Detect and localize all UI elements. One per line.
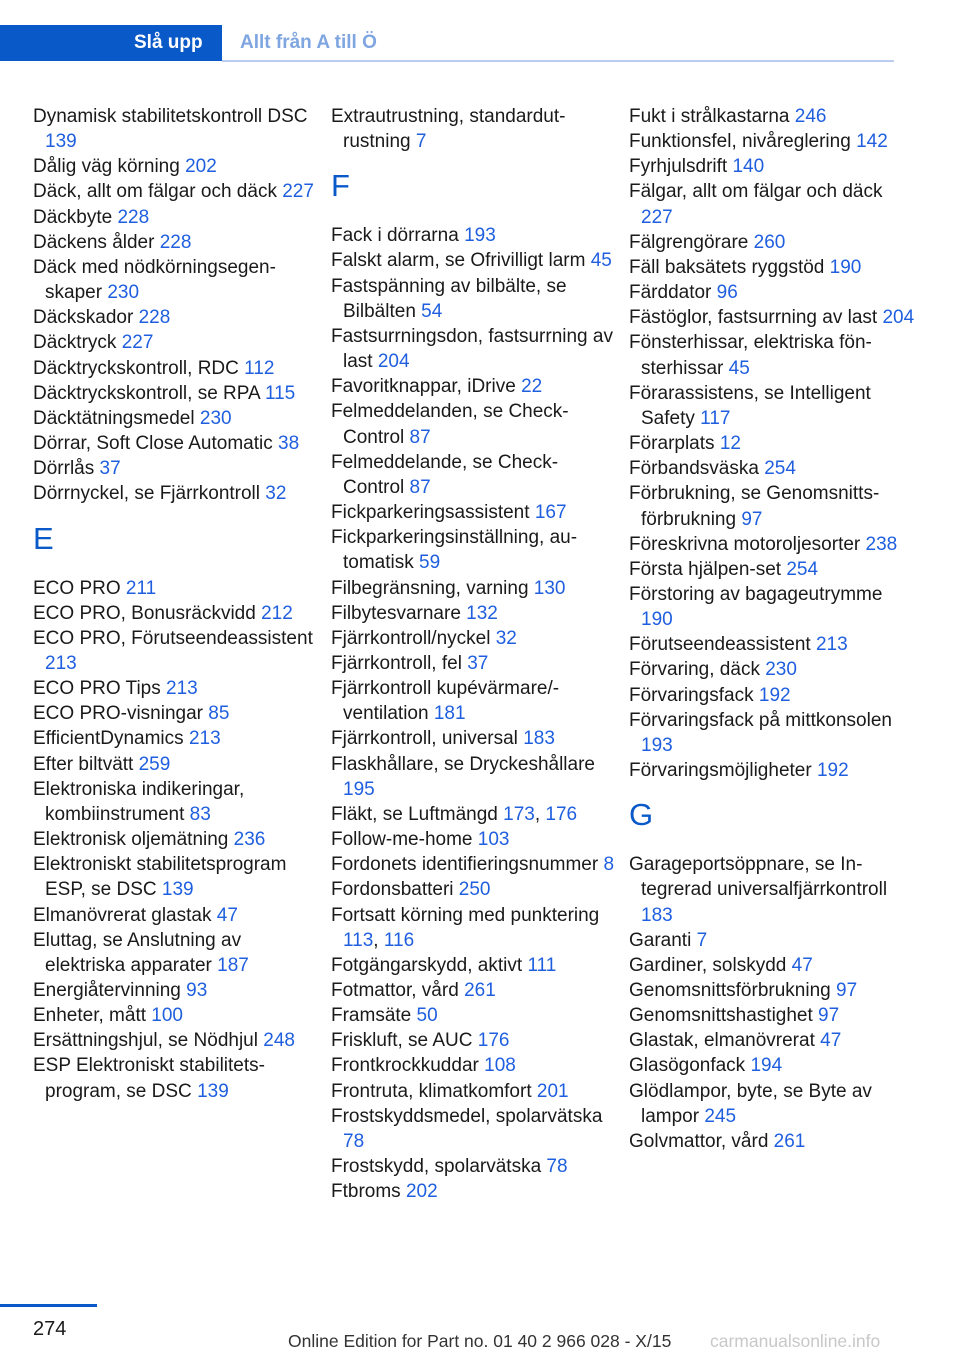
index-entry (33, 205, 318, 230)
page-link[interactable]: 238 (865, 533, 898, 555)
index-entry (331, 651, 616, 676)
index-entry-text: Gardiner, solskydd (629, 954, 787, 976)
page-link[interactable]: 176 (477, 1030, 510, 1052)
page-link[interactable]: 45 (728, 357, 750, 379)
index-entry-text: Fordonets identifieringsnummer (331, 854, 599, 876)
page-link[interactable]: 250 (458, 879, 491, 901)
page-link[interactable]: 37 (99, 458, 121, 480)
index-entry-text: Funktionsfel, nivåreglering (629, 131, 851, 153)
page-link[interactable]: 254 (786, 558, 819, 580)
page-link[interactable]: 227 (282, 181, 314, 203)
page-link[interactable]: 78 (546, 1156, 568, 1178)
page-link[interactable]: 117 (700, 407, 731, 429)
index-entry-text: Garageportsöppnare, se Integrerad universalfjärrkontroll (629, 854, 888, 901)
index-entry (33, 777, 318, 827)
index-entry-text: Framsäte (331, 1005, 412, 1027)
index-entry (331, 1003, 616, 1028)
page-link[interactable]: 261 (464, 980, 496, 1001)
page-link[interactable]: 59 (419, 552, 441, 574)
page-number: 274 (33, 1318, 67, 1340)
index-entry-text: Genomsnittshastighet (629, 1005, 813, 1027)
page-link[interactable]: 212 (261, 602, 293, 624)
page-link[interactable]: 132 (466, 602, 498, 624)
page-link[interactable]: 139 (45, 131, 77, 153)
index-entry (629, 1003, 919, 1028)
index-entry (331, 726, 616, 751)
index-entry-text: Frostskydd, spolarvätska (331, 1156, 542, 1178)
page-link[interactable]: 201 (536, 1080, 569, 1102)
index-entry-text: Fotgängarskydd, aktivt (331, 954, 523, 976)
index-entry (629, 330, 919, 380)
page-link[interactable]: 47 (791, 954, 813, 976)
page-link[interactable]: 87 (409, 476, 431, 498)
page-link[interactable]: 204 (377, 351, 410, 373)
page-link[interactable]: 213 (45, 652, 77, 674)
index-entry (331, 752, 616, 802)
page-link[interactable]: 47 (216, 904, 238, 926)
page-link[interactable]: 112 (244, 357, 275, 379)
index-entry-text: Däckens ålder (33, 231, 155, 253)
index-entry-text: Friskluft, se AUC (331, 1030, 473, 1052)
index-entry (629, 179, 919, 229)
index-entry (33, 601, 318, 626)
page-link[interactable]: 130 (533, 577, 566, 599)
index-entry-text: ESP Elektroniskt stabilitetsprogram, se DSC (33, 1055, 265, 1102)
index-entry-text: ECO PRO (33, 577, 121, 599)
page-link[interactable]: 167 (534, 502, 567, 524)
index-entry-text: Efter biltvätt (33, 753, 134, 775)
page-link[interactable]: 248 (263, 1030, 295, 1052)
page-link[interactable]: 211 (125, 577, 157, 599)
index-entry-text: ECO PRO, Förutseendeassistent (33, 627, 313, 649)
index-entry-text: ECO PRO Tips (33, 678, 161, 700)
page-link[interactable]: 230 (199, 407, 232, 429)
footer-accent-line (0, 1304, 97, 1307)
page-link[interactable]: 204 (882, 307, 915, 329)
page-link[interactable]: 194 (750, 1055, 783, 1077)
index-entry-text: ECO PRO-visningar (33, 703, 203, 725)
index-entry-text: Follow-me-home (331, 829, 473, 851)
index-entry-text: Elmanövrerat glastak (33, 904, 212, 926)
index-entry (629, 1028, 919, 1053)
index-entry (33, 576, 318, 601)
index-entry (33, 356, 318, 381)
index-entry (33, 381, 318, 406)
index-entry-text: Felmeddelande, se Check-Control (331, 451, 559, 498)
index-entry-text: Förutseendeassistent (629, 634, 811, 656)
index-entry (33, 752, 318, 777)
index-entry-text: Glödlampor, byte, se Byte av lampor (629, 1080, 872, 1127)
index-column-2 (331, 104, 616, 1204)
index-entry (33, 676, 318, 701)
index-entry (629, 280, 919, 305)
page-link[interactable]: 50 (416, 1005, 438, 1027)
index-entry-text: Förvaringsfack på mittkonsolen (629, 709, 892, 731)
index-entry (331, 827, 616, 852)
page-link[interactable]: 190 (829, 256, 862, 278)
index-entry-text: Fastsurrningsdon, fastsurrning av last (331, 325, 613, 373)
page-link[interactable]: 202 (405, 1181, 438, 1203)
page-link[interactable]: 83 (189, 803, 211, 825)
index-entry-text: Fönsterhissar, elektriska fönsterhissar (629, 332, 872, 379)
page-link[interactable]: 54 (421, 300, 443, 322)
index-entry-text: Fickparkeringsinställning, automatisk (331, 527, 578, 574)
index-entry-text: Fjärrkontroll kupévärmare/-ventilation (331, 678, 560, 725)
index-entry-text: Dörrnyckel, se Fjärrkontroll (33, 483, 260, 505)
index-entry (33, 154, 318, 179)
index-entry (331, 978, 616, 1003)
index-entry-text: Ersättningshjul, se Nödhjul (33, 1030, 258, 1052)
index-entry-text: Ftbroms (331, 1181, 401, 1203)
index-entry (33, 827, 318, 852)
page-link[interactable]: 254 (764, 458, 796, 480)
index-entry-text: Föreskrivna motoroljesorter (629, 533, 861, 555)
index-entry (331, 248, 616, 273)
page-link[interactable]: 230 (765, 659, 797, 681)
index-entry-text: Förarassistens, se Intelligent Safety (629, 382, 871, 429)
page-link[interactable]: 103 (477, 829, 510, 851)
index-entry (33, 726, 318, 751)
index-entry (331, 1028, 616, 1053)
index-entry (33, 626, 318, 676)
index-entry (629, 456, 919, 481)
page-link[interactable]: 115 (264, 382, 296, 404)
page-link[interactable]: 230 (107, 282, 140, 304)
page-link[interactable]: 259 (138, 753, 171, 775)
page-link[interactable]: 202 (185, 156, 217, 178)
page-link[interactable]: 176 (545, 803, 578, 825)
index-entry (33, 701, 318, 726)
index-entry (33, 179, 318, 204)
index-entry-text: Felmeddelanden, se Check-Control (331, 401, 569, 448)
index-entry (331, 953, 616, 978)
index-entry-text: Enheter, mått (33, 1005, 147, 1027)
index-entry (331, 525, 616, 575)
index-entry (33, 255, 318, 305)
index-entry (629, 154, 919, 179)
index-entry-text: Förvaringsfack (629, 684, 754, 706)
index-entry-text: Fortsatt körning med punktering (331, 904, 600, 926)
page-link[interactable]: 32 (495, 627, 517, 649)
index-entry-text: Däck med nödkörningsegenskaper (33, 256, 276, 304)
index-entry-text: Glastak, elmanövrerat (629, 1030, 815, 1052)
page-link[interactable]: 187 (217, 954, 249, 976)
index-entry (629, 928, 919, 953)
index-entry (331, 1154, 616, 1179)
index-entry-text: Däcktryckskontroll, se RPA (33, 382, 260, 404)
index-entry-text: Fotmattor, vård (331, 980, 459, 1001)
page-link[interactable]: 100 (151, 1005, 183, 1027)
index-entry (331, 601, 616, 626)
page-link[interactable]: 192 (758, 684, 791, 706)
index-entry (629, 230, 919, 255)
index-entry-text: Extrautrustning, standardutrustning (331, 106, 566, 153)
page-link[interactable]: 190 (641, 609, 673, 631)
section-letter: G (629, 797, 654, 833)
index-entry: Fortsatt körning med punktering 113, 116 (331, 904, 600, 951)
index-entry-text: Första hjälpen-set (629, 558, 782, 580)
index-entry (629, 683, 919, 708)
index-entry-text: Däcktätningsmedel (33, 407, 195, 429)
tab-allt-fran-a-till-o[interactable]: Allt från A till Ö (240, 32, 377, 53)
page-link[interactable]: 111 (527, 954, 557, 976)
page-link[interactable]: 213 (815, 634, 848, 656)
index-entry (331, 1104, 616, 1154)
index-entry-text: Fack i dörrarna (331, 225, 459, 247)
index-entry (33, 330, 318, 355)
index-entry-text: Däckskador (33, 307, 134, 329)
page-link[interactable]: 85 (208, 703, 230, 725)
index-entry (629, 532, 919, 557)
page-link[interactable]: 193 (464, 225, 496, 247)
index-entry (331, 676, 616, 726)
index-entry (629, 129, 919, 154)
index-entry (629, 1053, 919, 1078)
page-link[interactable]: 7 (696, 929, 708, 951)
index-entry (629, 481, 919, 531)
page-link[interactable]: 193 (641, 734, 673, 756)
page-link[interactable]: 246 (794, 106, 827, 127)
page-link[interactable]: 192 (816, 760, 849, 782)
index-entry (33, 978, 318, 1003)
index-entry (331, 626, 616, 651)
page-link[interactable]: 116 (383, 929, 415, 951)
index-entry (33, 1053, 318, 1103)
index-entry-text: Förbandsväska (629, 458, 759, 480)
page-link[interactable]: 32 (265, 483, 287, 505)
page-link[interactable]: 93 (186, 980, 208, 1001)
page-link[interactable]: 213 (188, 728, 221, 750)
index-entry (331, 877, 616, 902)
page-link[interactable]: 139 (161, 879, 194, 901)
index-entry-text: Förstoring av bagageutrymme (629, 583, 883, 605)
index-entry (33, 1003, 318, 1028)
index-entry (629, 852, 919, 927)
index-entry (33, 1028, 318, 1053)
index-entry (33, 230, 318, 255)
index-entry-text: Fjärrkontroll, fel (331, 652, 462, 674)
page-link[interactable]: 38 (278, 433, 300, 455)
index-entry (331, 374, 616, 399)
index-entry-text: Fästöglor, fastsurrning av last (629, 307, 878, 329)
index-entry (629, 431, 919, 456)
edition-footer: Online Edition for Part no. 01 40 2 966 028 - X/15 (288, 1331, 672, 1351)
index-entry-text: Favoritknappar, iDrive (331, 376, 516, 398)
section-letter: E (33, 520, 54, 556)
index-entry-text: Falskt alarm, se Ofrivilligt larm (331, 250, 586, 272)
index-entry (331, 1179, 616, 1204)
index-entry-text: Förvaring, däck (629, 659, 760, 681)
page-link[interactable]: 227 (121, 332, 154, 354)
index-entry (33, 481, 318, 506)
index-entry (33, 305, 318, 330)
index-entry-text: Garanti (629, 929, 692, 951)
index-entry (33, 431, 318, 456)
page-link[interactable]: 97 (741, 508, 763, 530)
page-link[interactable]: 183 (641, 904, 673, 926)
page-link[interactable]: 245 (704, 1105, 737, 1127)
index-entry-text: Färddator (629, 282, 712, 304)
header-tabbar (0, 0, 960, 64)
index-entry (33, 852, 318, 902)
page-link[interactable]: 8 (603, 854, 615, 876)
page-link[interactable]: 139 (197, 1080, 229, 1102)
index-entry (629, 708, 919, 758)
page-link[interactable]: 113 (343, 929, 374, 951)
index-entry-text: Golvmattor, vård (629, 1130, 769, 1152)
index-entry-text: Filbytesvarnare (331, 602, 461, 624)
index-entry-text: Glasögonfack (629, 1055, 746, 1077)
tab-sla-upp[interactable]: Slå upp (0, 25, 222, 61)
index-entry-text: Genomsnittsförbrukning (629, 980, 831, 1001)
index-entry (629, 657, 919, 682)
index-entry-text: Fukt i strålkastarna (629, 106, 790, 127)
index-entry-text: Eluttag, se Anslutning av elektriska apparater (33, 929, 242, 976)
page-link[interactable]: 260 (753, 231, 786, 253)
page-link[interactable]: 195 (343, 778, 375, 800)
index-entry-text: Filbegränsning, varning (331, 577, 529, 599)
index-entry (629, 953, 919, 978)
index-entry (331, 576, 616, 601)
index-entry-text: Fjärrkontroll, universal (331, 728, 518, 750)
index-entry-text: Däcktryckskontroll, RDC (33, 357, 239, 379)
index-entry: Fläkt, se Luftmängd 173, 176 (331, 803, 578, 825)
page-link[interactable]: 183 (523, 728, 555, 750)
index-entry-text: Dynamisk stabilitetskontroll DSC (33, 106, 308, 127)
index-entry-text: Elektroniskt stabilitetsprogram ESP, se DSC (33, 854, 287, 901)
header-divider (222, 60, 894, 62)
index-entry-text: Dörrar, Soft Close Automatic (33, 433, 273, 455)
page-link[interactable]: 173 (503, 803, 535, 825)
page-link[interactable]: 7 (415, 131, 427, 153)
index-entry-text: Förbrukning, se Genomsnittsförbrukning (629, 483, 880, 530)
index-entry-text: Däckbyte (33, 206, 113, 228)
watermark: carmanualsonline.info (710, 1331, 881, 1351)
page-link[interactable]: 236 (233, 829, 266, 851)
page-link[interactable]: 142 (856, 131, 888, 153)
section-letter: F (331, 168, 350, 204)
page-link[interactable]: 227 (641, 206, 673, 228)
index-entry (33, 903, 318, 928)
index-entry (331, 450, 616, 500)
index-entry-text: ECO PRO, Bonusräckvidd (33, 602, 256, 624)
page-link[interactable]: 45 (590, 250, 612, 272)
page-link[interactable]: 22 (521, 376, 543, 398)
index-entry (331, 324, 616, 374)
index-entry-text: Flaskhållare, se Dryckeshållare (331, 753, 595, 775)
index-entry (331, 1053, 616, 1078)
index-entry-text: Dörrlås (33, 458, 95, 480)
index-entry (331, 274, 616, 324)
index-entry-text: Frontruta, klimatkomfort (331, 1080, 532, 1102)
index-entry (629, 104, 919, 129)
page-link[interactable]: 78 (343, 1130, 365, 1152)
index-entry (33, 456, 318, 481)
index-column-1 (33, 104, 318, 1104)
page-link[interactable]: 228 (117, 206, 150, 228)
index-entry (629, 557, 919, 582)
index-entry-text: Däcktryck (33, 332, 117, 354)
index-entry-text: Fickparkeringsassistent (331, 502, 530, 524)
index-entry (629, 1129, 919, 1154)
page-link[interactable]: 213 (166, 678, 198, 700)
index-entry-text: Fäll baksätets ryggstöd (629, 256, 825, 278)
page-link[interactable]: 261 (773, 1130, 806, 1152)
index-entry (33, 104, 318, 154)
index-entry-text: Fastspänning av bilbälte, se Bilbälten (331, 275, 567, 322)
page-link[interactable]: 181 (433, 703, 466, 725)
page-link[interactable]: 37 (467, 652, 489, 674)
index-entry (331, 399, 616, 449)
index-entry-text: Fyrhjulsdrift (629, 156, 728, 178)
index-entry (331, 852, 616, 877)
index-column-3 (629, 104, 919, 1154)
index-entry-text: Fälgar, allt om fälgar och däck (629, 181, 883, 203)
index-entry-text: Elektroniska indikeringar, kombiinstrument (33, 778, 245, 825)
page-link[interactable]: 97 (818, 1005, 840, 1027)
page-link[interactable]: 97 (836, 980, 858, 1001)
index-entry (33, 928, 318, 978)
index-entry-text: Energiåtervinning (33, 980, 181, 1001)
index-entry-text: Dålig väg körning (33, 156, 180, 178)
index-entry-text: Frontkrockkuddar (331, 1055, 479, 1077)
index-entry-text: Elektronisk oljemätning (33, 829, 229, 851)
index-entry (331, 223, 616, 248)
index-entry (33, 406, 318, 431)
index-entry-text: Frostskyddsmedel, spolarvätska (331, 1105, 603, 1127)
index-entry-text: Fordonsbatteri (331, 879, 454, 901)
index-entry (629, 978, 919, 1003)
index-entry (629, 632, 919, 657)
index-entry (629, 381, 919, 431)
page-link[interactable]: 12 (719, 433, 741, 455)
index-entry (629, 255, 919, 280)
index-entry-text: Förarplats (629, 433, 715, 455)
page-link[interactable]: 96 (716, 282, 738, 304)
page-link[interactable]: 228 (159, 231, 192, 253)
index-entry-text: EfficientDynamics (33, 728, 184, 750)
index-entry (331, 104, 616, 154)
index-entry-text: Däck, allt om fälgar och däck (33, 181, 277, 203)
index-entry-text: Fläkt, se Luftmängd (331, 803, 498, 825)
page-link[interactable]: 140 (732, 156, 765, 178)
index-entry-text: Fjärrkontroll/nyckel (331, 627, 491, 649)
index-entry (629, 1079, 919, 1129)
index-entry (629, 305, 919, 330)
index-entry (331, 500, 616, 525)
index-entry (629, 758, 919, 783)
page-link[interactable]: 108 (484, 1055, 516, 1077)
page-link[interactable]: 228 (138, 307, 171, 329)
index-entry (331, 1079, 616, 1104)
index-entry (629, 582, 919, 632)
page-link[interactable]: 87 (409, 426, 431, 448)
index-entry-text: Förvaringsmöjligheter (629, 760, 812, 782)
index-entry-text: Fälgrengörare (629, 231, 749, 253)
page-link[interactable]: 47 (820, 1030, 842, 1052)
